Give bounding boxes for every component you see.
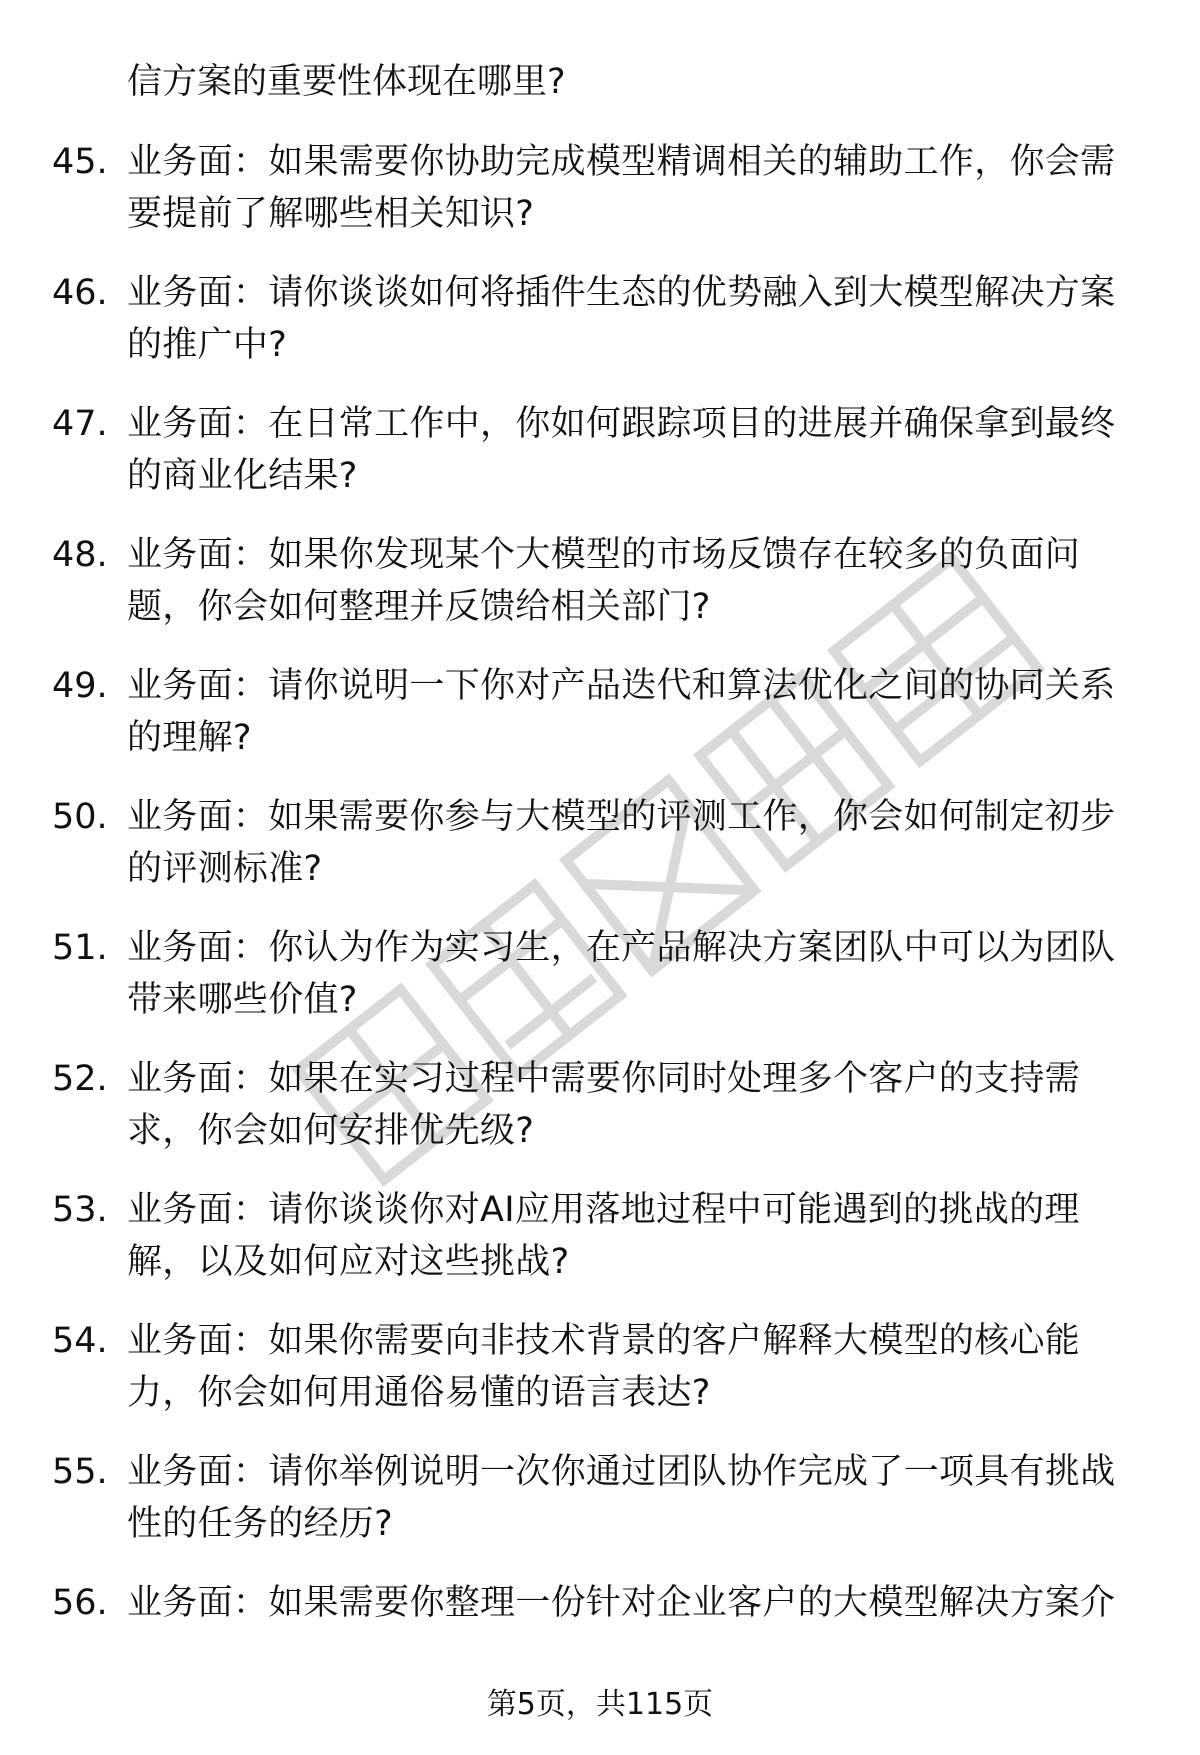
question-number: 53. <box>52 1190 108 1230</box>
question-number: 52. <box>52 1059 108 1099</box>
question-number: 48. <box>52 535 108 575</box>
question-item <box>0 1446 1200 1577</box>
question-line: 要提前了解哪些相关知识? <box>127 194 535 234</box>
question-line: 的商业化结果? <box>127 456 358 496</box>
question-item <box>0 1315 1200 1446</box>
question-line: 题，你会如何整理并反馈给相关部门? <box>127 587 711 627</box>
question-text <box>127 1315 1147 1419</box>
question-line: 业务面：如果需要你参与大模型的评测工作，你会如何制定初步 <box>127 797 1116 837</box>
question-line: 解，以及如何应对这些挑战? <box>127 1242 570 1282</box>
question-line: 力，你会如何用通俗易懂的语言表达? <box>127 1373 711 1413</box>
question-number: 56. <box>52 1583 108 1623</box>
question-line: 业务面：请你说明一下你对产品迭代和算法优化之间的协同关系 <box>127 666 1116 706</box>
question-line: 的评测标准? <box>127 849 323 889</box>
question-item <box>0 267 1200 398</box>
question-number: 49. <box>52 666 108 706</box>
page-footer: 第5页，共115页 <box>486 1687 714 1722</box>
question-line: 业务面：如果在实习过程中需要你同时处理多个客户的支持需 <box>127 1059 1081 1099</box>
question-line: 业务面：如果你发现某个大模型的市场反馈存在较多的负面问 <box>127 535 1081 575</box>
question-item <box>0 136 1200 267</box>
question-line: 业务面：请你谈谈如何将插件生态的优势融入到大模型解决方案 <box>127 273 1116 313</box>
question-text <box>127 267 1147 371</box>
question-item <box>0 660 1200 791</box>
question-line: 的推广中? <box>127 325 288 365</box>
question-line: 业务面：你认为作为实习生，在产品解决方案团队中可以为团队 <box>127 928 1116 968</box>
question-number: 45. <box>52 142 108 182</box>
question-line: 业务面：在日常工作中，你如何跟踪项目的进展并确保拿到最终 <box>127 404 1116 444</box>
question-item <box>0 529 1200 660</box>
question-text <box>127 136 1147 240</box>
question-number: 51. <box>52 928 108 968</box>
question-number: 50. <box>52 797 108 837</box>
question-item <box>0 922 1200 1053</box>
question-line: 求，你会如何安排优先级? <box>127 1111 535 1151</box>
question-line: 业务面：如果你需要向非技术背景的客户解释大模型的核心能 <box>127 1321 1081 1361</box>
question-text <box>127 1184 1147 1288</box>
question-text <box>127 660 1147 764</box>
question-number: 47. <box>52 404 108 444</box>
question-number: 54. <box>52 1321 108 1361</box>
question-list <box>0 136 1200 1708</box>
question-item <box>0 398 1200 529</box>
question-text <box>127 529 1147 633</box>
question-text <box>127 791 1147 895</box>
question-text <box>127 1053 1147 1157</box>
question-text <box>127 1446 1147 1550</box>
question-number: 55. <box>52 1452 108 1492</box>
question-line: 业务面：请你谈谈你对AI应用落地过程中可能遇到的挑战的理 <box>127 1190 1080 1230</box>
question-line: 业务面：如果需要你整理一份针对企业客户的大模型解决方案介 <box>127 1583 1116 1623</box>
question-item <box>0 1053 1200 1184</box>
question-line: 性的任务的经历? <box>127 1504 393 1544</box>
question-text <box>127 1577 1147 1629</box>
question-line: 带来哪些价值? <box>127 980 358 1020</box>
question-item <box>0 1184 1200 1315</box>
question-text <box>127 922 1147 1026</box>
question-line: 业务面：请你举例说明一次你通过团队协作完成了一项具有挑战 <box>127 1452 1116 1492</box>
question-item <box>0 791 1200 922</box>
continued-question-text: 信方案的重要性体现在哪里? <box>127 62 566 102</box>
question-text <box>127 398 1147 502</box>
question-number: 46. <box>52 273 108 313</box>
question-line: 业务面：如果需要你协助完成模型精调相关的辅助工作，你会需 <box>127 142 1116 182</box>
question-line: 的理解? <box>127 718 252 758</box>
